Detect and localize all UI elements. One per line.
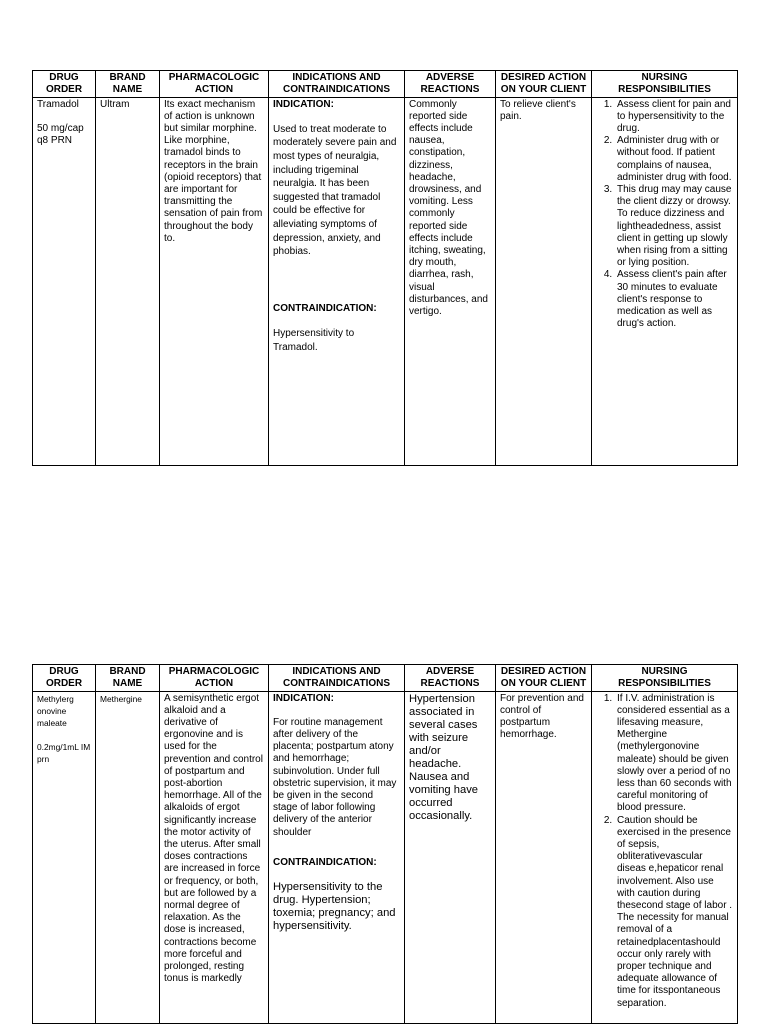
contraindication-text: Hypersensitivity to the drug. Hypertension; toxemia; pregnancy; and hypersensitivity.	[273, 881, 396, 933]
header-adverse-reactions: ADVERSE REACTIONS	[405, 71, 496, 98]
list-item: 1. If I.V. administration is considered essential as a lifesaving measure, Methergine (methylergonovine maleate) should be given slowly over a period of no less than 60 seconds with careful monitoring of blood pressure.	[615, 693, 733, 815]
header-nursing: NURSING RESPONSIBILITIES	[592, 71, 738, 98]
list-item: 3. This drug may may cause the client dizzy or drowsy. To reduce dizziness and lightheadedness, assist client in getting up slowly when rising from a sitting or lying position.	[615, 184, 733, 269]
drug-order-cell	[33, 97, 96, 465]
drug-table-tramadol	[32, 70, 738, 466]
desired-action-cell: For prevention and control of postpartum hemorrhage.	[496, 691, 592, 1023]
header-row	[33, 71, 738, 98]
adverse-reactions-cell: Commonly reported side effects include nausea, constipation, dizziness, headache, drowsiness, and vomiting. Less commonly reported side effects include itching, sweating, dry mouth, diarrhea, rash, visual disturbances, and vertigo.	[405, 97, 496, 465]
contraindication-label: CONTRAINDICATION:	[273, 302, 377, 314]
list-item: 2. Caution should be exercised in the presence of sepsis, obliterativevascular diseas e,hepaticor renal involvement. Also use with caution during thesecond stage of labor . The necessity for manual removal of a retainedplacentashould occur only rarely with proper technique and adequate allowance of time for itsspontaneous separation.	[615, 815, 733, 1010]
indications-cell	[269, 97, 405, 465]
brand-name-cell: Ultram	[96, 97, 160, 465]
table-row	[33, 691, 738, 1023]
drug-dose: 50 mg/cap q8 PRN	[37, 122, 84, 146]
nursing-cell	[592, 691, 738, 1023]
table-row	[33, 97, 738, 465]
nursing-list	[596, 693, 733, 1010]
indications-cell	[269, 691, 405, 1023]
drug-name: Methylerg onovine maleate	[37, 693, 74, 728]
contraindication-text: Hypersensitivity to Tramadol.	[273, 327, 355, 353]
header-indications: INDICATIONS AND CONTRAINDICATIONS	[269, 71, 405, 98]
pharmacologic-action-cell: Its exact mechanism of action is unknown but similar morphine. Like morphine, tramadol binds to receptors in the brain (opioid receptors) that are important for transmitting the sensation of pain from throughout the body to.	[160, 97, 269, 465]
drug-dose: 0.2mg/1mL IM prn	[37, 741, 91, 764]
drug-table-methylergonovine	[32, 664, 738, 1024]
list-item: 1. Assess client for pain and to hypersensitivity to the drug.	[615, 99, 733, 136]
header-desired-action: DESIRED ACTION ON YOUR CLIENT	[496, 665, 592, 692]
indication-label: INDICATION:	[273, 692, 334, 704]
desired-action-cell: To relieve client's pain.	[496, 97, 592, 465]
header-row	[33, 665, 738, 692]
header-brand-name: BRAND NAME	[96, 665, 160, 692]
indication-label: INDICATION:	[273, 98, 334, 110]
header-drug-order: DRUG ORDER	[33, 665, 96, 692]
header-adverse-reactions: ADVERSE REACTIONS	[405, 665, 496, 692]
header-drug-order: DRUG ORDER	[33, 71, 96, 98]
adverse-reactions-cell: Hypertension associated in several cases with seizure and/or headache. Nausea and vomiting have occurred occasionally.	[405, 691, 496, 1023]
header-desired-action: DESIRED ACTION ON YOUR CLIENT	[496, 71, 592, 98]
brand-name-cell: Methergine	[96, 691, 160, 1023]
header-nursing: NURSING RESPONSIBILITIES	[592, 665, 738, 692]
list-item: 2. Administer drug with or without food. If patient complains of nausea, administer drug with food.	[615, 135, 733, 184]
pharmacologic-action-cell: A semisynthetic ergot alkaloid and a derivative of ergonovine and is used for the prevention and control of postpartum and post-abortion hemorrhage. All of the alkaloids of ergot significantly increase the motor activity of the uterus. After small doses contractions are increased in force or frequency, or both, but are followed by a normal degree of relaxation. As the dose is increased, contractions become more forceful and prolonged, resting tonus is markedly	[160, 691, 269, 1023]
header-indications: INDICATIONS AND CONTRAINDICATIONS	[269, 665, 405, 692]
header-brand-name: BRAND NAME	[96, 71, 160, 98]
nursing-list	[596, 99, 733, 331]
indication-text: For routine management after delivery of the placenta; postpartum atony and hemorrhage; subinvolution. Under full obstetric supervision, it may be given in the second stage of labor following delivery of the anterior shoulder	[273, 716, 397, 838]
drug-name: Tramadol	[37, 98, 79, 110]
contraindication-label: CONTRAINDICATION:	[273, 856, 377, 868]
header-pharmacologic-action: PHARMACOLOGIC ACTION	[160, 71, 269, 98]
drug-order-cell	[33, 691, 96, 1023]
header-pharmacologic-action: PHARMACOLOGIC ACTION	[160, 665, 269, 692]
indication-text: Used to treat moderate to moderately severe pain and most types of neuralgia, including trigeminal neuralgia. It has been suggested that tramadol could be effective for alleviating symptoms of depression, anxiety, and phobias.	[273, 123, 397, 258]
nursing-cell	[592, 97, 738, 465]
list-item: 4. Assess client's pain after 30 minutes to evaluate client's response to medication as well as drug's action.	[615, 269, 733, 330]
